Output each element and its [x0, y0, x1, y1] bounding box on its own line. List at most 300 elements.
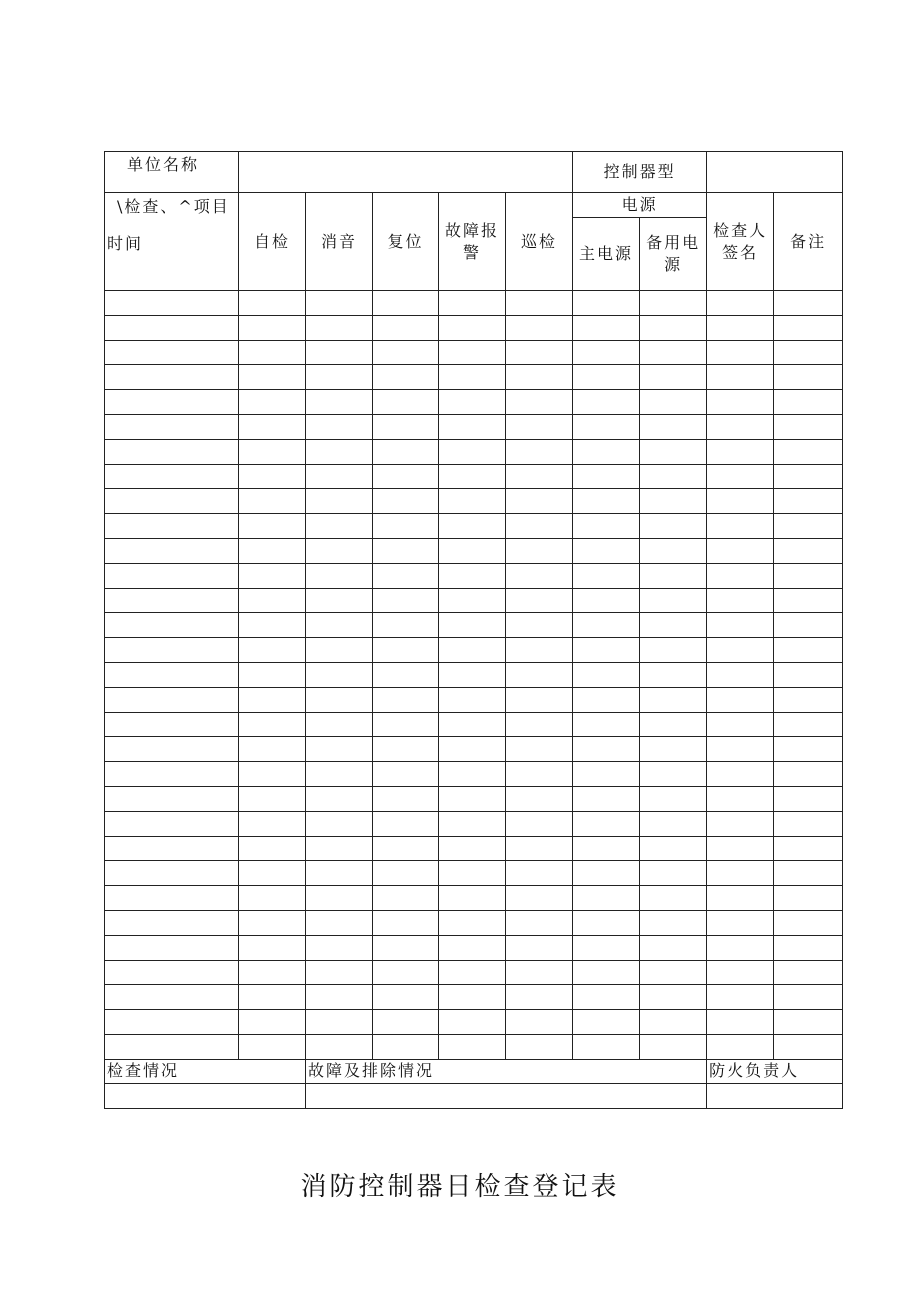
main-power-cell[interactable]: [573, 811, 640, 836]
patrol-cell[interactable]: [506, 687, 573, 712]
main-power-cell[interactable]: [573, 1010, 640, 1035]
main-power-cell[interactable]: [573, 935, 640, 960]
reset-cell[interactable]: [373, 786, 439, 811]
inspector-signature-cell[interactable]: [707, 514, 774, 539]
backup-power-cell[interactable]: [640, 1034, 707, 1059]
main-power-cell[interactable]: [573, 836, 640, 861]
reset-cell[interactable]: [373, 1010, 439, 1035]
remarks-cell[interactable]: [774, 662, 843, 687]
unit-name-field[interactable]: [239, 152, 573, 193]
inspector-signature-cell[interactable]: [707, 836, 774, 861]
silence-cell[interactable]: [306, 910, 373, 935]
fault-alarm-cell[interactable]: [439, 340, 506, 365]
backup-power-cell[interactable]: [640, 811, 707, 836]
silence-cell[interactable]: [306, 886, 373, 911]
remarks-cell[interactable]: [774, 464, 843, 489]
self-check-cell[interactable]: [239, 489, 306, 514]
backup-power-cell[interactable]: [640, 464, 707, 489]
time-cell[interactable]: [105, 687, 239, 712]
remarks-cell[interactable]: [774, 563, 843, 588]
backup-power-cell[interactable]: [640, 910, 707, 935]
patrol-cell[interactable]: [506, 712, 573, 737]
remarks-cell[interactable]: [774, 836, 843, 861]
backup-power-cell[interactable]: [640, 365, 707, 390]
reset-cell[interactable]: [373, 836, 439, 861]
remarks-cell[interactable]: [774, 712, 843, 737]
self-check-cell[interactable]: [239, 414, 306, 439]
backup-power-cell[interactable]: [640, 538, 707, 563]
time-cell[interactable]: [105, 861, 239, 886]
remarks-cell[interactable]: [774, 910, 843, 935]
self-check-cell[interactable]: [239, 861, 306, 886]
silence-cell[interactable]: [306, 439, 373, 464]
inspector-signature-cell[interactable]: [707, 861, 774, 886]
inspector-signature-cell[interactable]: [707, 563, 774, 588]
reset-cell[interactable]: [373, 315, 439, 340]
inspector-signature-cell[interactable]: [707, 315, 774, 340]
patrol-cell[interactable]: [506, 439, 573, 464]
self-check-cell[interactable]: [239, 687, 306, 712]
self-check-cell[interactable]: [239, 836, 306, 861]
silence-cell[interactable]: [306, 638, 373, 663]
patrol-cell[interactable]: [506, 538, 573, 563]
self-check-cell[interactable]: [239, 563, 306, 588]
inspector-signature-cell[interactable]: [707, 439, 774, 464]
patrol-cell[interactable]: [506, 960, 573, 985]
patrol-cell[interactable]: [506, 315, 573, 340]
fault-alarm-cell[interactable]: [439, 563, 506, 588]
patrol-cell[interactable]: [506, 291, 573, 316]
main-power-cell[interactable]: [573, 910, 640, 935]
remarks-cell[interactable]: [774, 489, 843, 514]
time-cell[interactable]: [105, 464, 239, 489]
time-cell[interactable]: [105, 514, 239, 539]
time-cell[interactable]: [105, 638, 239, 663]
fault-alarm-cell[interactable]: [439, 588, 506, 613]
silence-cell[interactable]: [306, 662, 373, 687]
self-check-cell[interactable]: [239, 613, 306, 638]
silence-cell[interactable]: [306, 737, 373, 762]
time-cell[interactable]: [105, 489, 239, 514]
self-check-cell[interactable]: [239, 960, 306, 985]
main-power-cell[interactable]: [573, 538, 640, 563]
reset-cell[interactable]: [373, 340, 439, 365]
backup-power-cell[interactable]: [640, 340, 707, 365]
fault-alarm-cell[interactable]: [439, 836, 506, 861]
backup-power-cell[interactable]: [640, 514, 707, 539]
patrol-cell[interactable]: [506, 737, 573, 762]
fault-alarm-cell[interactable]: [439, 514, 506, 539]
backup-power-cell[interactable]: [640, 786, 707, 811]
reset-cell[interactable]: [373, 464, 439, 489]
inspector-signature-cell[interactable]: [707, 712, 774, 737]
main-power-cell[interactable]: [573, 489, 640, 514]
patrol-cell[interactable]: [506, 390, 573, 415]
remarks-cell[interactable]: [774, 538, 843, 563]
reset-cell[interactable]: [373, 811, 439, 836]
reset-cell[interactable]: [373, 365, 439, 390]
self-check-cell[interactable]: [239, 1034, 306, 1059]
reset-cell[interactable]: [373, 414, 439, 439]
main-power-cell[interactable]: [573, 985, 640, 1010]
backup-power-cell[interactable]: [640, 414, 707, 439]
fault-alarm-cell[interactable]: [439, 985, 506, 1010]
remarks-cell[interactable]: [774, 762, 843, 787]
backup-power-cell[interactable]: [640, 1010, 707, 1035]
backup-power-cell[interactable]: [640, 985, 707, 1010]
fault-alarm-cell[interactable]: [439, 687, 506, 712]
patrol-cell[interactable]: [506, 489, 573, 514]
patrol-cell[interactable]: [506, 464, 573, 489]
reset-cell[interactable]: [373, 861, 439, 886]
main-power-cell[interactable]: [573, 315, 640, 340]
reset-cell[interactable]: [373, 712, 439, 737]
fault-alarm-cell[interactable]: [439, 910, 506, 935]
time-cell[interactable]: [105, 662, 239, 687]
main-power-cell[interactable]: [573, 613, 640, 638]
patrol-cell[interactable]: [506, 861, 573, 886]
backup-power-cell[interactable]: [640, 588, 707, 613]
remarks-cell[interactable]: [774, 985, 843, 1010]
self-check-cell[interactable]: [239, 464, 306, 489]
silence-cell[interactable]: [306, 712, 373, 737]
time-cell[interactable]: [105, 886, 239, 911]
fault-alarm-cell[interactable]: [439, 737, 506, 762]
self-check-cell[interactable]: [239, 365, 306, 390]
silence-cell[interactable]: [306, 291, 373, 316]
remarks-cell[interactable]: [774, 786, 843, 811]
main-power-cell[interactable]: [573, 340, 640, 365]
time-cell[interactable]: [105, 985, 239, 1010]
patrol-cell[interactable]: [506, 514, 573, 539]
inspector-signature-cell[interactable]: [707, 687, 774, 712]
main-power-cell[interactable]: [573, 464, 640, 489]
self-check-cell[interactable]: [239, 712, 306, 737]
main-power-cell[interactable]: [573, 514, 640, 539]
backup-power-cell[interactable]: [640, 489, 707, 514]
silence-cell[interactable]: [306, 464, 373, 489]
time-cell[interactable]: [105, 836, 239, 861]
reset-cell[interactable]: [373, 737, 439, 762]
remarks-cell[interactable]: [774, 638, 843, 663]
main-power-cell[interactable]: [573, 886, 640, 911]
inspector-signature-cell[interactable]: [707, 662, 774, 687]
inspector-signature-cell[interactable]: [707, 414, 774, 439]
backup-power-cell[interactable]: [640, 836, 707, 861]
inspector-signature-cell[interactable]: [707, 613, 774, 638]
silence-cell[interactable]: [306, 563, 373, 588]
patrol-cell[interactable]: [506, 638, 573, 663]
remarks-cell[interactable]: [774, 935, 843, 960]
inspector-signature-cell[interactable]: [707, 786, 774, 811]
remarks-cell[interactable]: [774, 1034, 843, 1059]
backup-power-cell[interactable]: [640, 439, 707, 464]
inspector-signature-cell[interactable]: [707, 985, 774, 1010]
remarks-cell[interactable]: [774, 315, 843, 340]
reset-cell[interactable]: [373, 489, 439, 514]
inspector-signature-cell[interactable]: [707, 588, 774, 613]
silence-cell[interactable]: [306, 836, 373, 861]
backup-power-cell[interactable]: [640, 563, 707, 588]
self-check-cell[interactable]: [239, 390, 306, 415]
self-check-cell[interactable]: [239, 638, 306, 663]
self-check-cell[interactable]: [239, 340, 306, 365]
fault-alarm-cell[interactable]: [439, 861, 506, 886]
fault-alarm-cell[interactable]: [439, 538, 506, 563]
patrol-cell[interactable]: [506, 811, 573, 836]
time-cell[interactable]: [105, 762, 239, 787]
remarks-cell[interactable]: [774, 514, 843, 539]
self-check-cell[interactable]: [239, 514, 306, 539]
time-cell[interactable]: [105, 563, 239, 588]
reset-cell[interactable]: [373, 588, 439, 613]
inspector-signature-cell[interactable]: [707, 737, 774, 762]
backup-power-cell[interactable]: [640, 613, 707, 638]
reset-cell[interactable]: [373, 985, 439, 1010]
time-cell[interactable]: [105, 712, 239, 737]
remarks-cell[interactable]: [774, 588, 843, 613]
backup-power-cell[interactable]: [640, 390, 707, 415]
fault-alarm-cell[interactable]: [439, 786, 506, 811]
time-cell[interactable]: [105, 365, 239, 390]
silence-cell[interactable]: [306, 687, 373, 712]
time-cell[interactable]: [105, 340, 239, 365]
self-check-cell[interactable]: [239, 762, 306, 787]
reset-cell[interactable]: [373, 538, 439, 563]
reset-cell[interactable]: [373, 563, 439, 588]
inspector-signature-cell[interactable]: [707, 1010, 774, 1035]
time-cell[interactable]: [105, 613, 239, 638]
remarks-cell[interactable]: [774, 886, 843, 911]
backup-power-cell[interactable]: [640, 886, 707, 911]
fault-alarm-cell[interactable]: [439, 886, 506, 911]
self-check-cell[interactable]: [239, 588, 306, 613]
inspector-signature-cell[interactable]: [707, 762, 774, 787]
main-power-cell[interactable]: [573, 737, 640, 762]
time-cell[interactable]: [105, 538, 239, 563]
reset-cell[interactable]: [373, 910, 439, 935]
backup-power-cell[interactable]: [640, 712, 707, 737]
main-power-cell[interactable]: [573, 662, 640, 687]
fault-handling-field[interactable]: [306, 1083, 707, 1108]
main-power-cell[interactable]: [573, 712, 640, 737]
fault-alarm-cell[interactable]: [439, 1010, 506, 1035]
time-cell[interactable]: [105, 960, 239, 985]
inspector-signature-cell[interactable]: [707, 489, 774, 514]
main-power-cell[interactable]: [573, 1034, 640, 1059]
silence-cell[interactable]: [306, 315, 373, 340]
patrol-cell[interactable]: [506, 365, 573, 390]
reset-cell[interactable]: [373, 662, 439, 687]
patrol-cell[interactable]: [506, 1010, 573, 1035]
remarks-cell[interactable]: [774, 811, 843, 836]
inspector-signature-cell[interactable]: [707, 960, 774, 985]
silence-cell[interactable]: [306, 588, 373, 613]
fault-alarm-cell[interactable]: [439, 1034, 506, 1059]
silence-cell[interactable]: [306, 1034, 373, 1059]
main-power-cell[interactable]: [573, 687, 640, 712]
controller-model-field[interactable]: [707, 152, 843, 193]
main-power-cell[interactable]: [573, 960, 640, 985]
inspector-signature-cell[interactable]: [707, 291, 774, 316]
fault-alarm-cell[interactable]: [439, 315, 506, 340]
patrol-cell[interactable]: [506, 935, 573, 960]
fault-alarm-cell[interactable]: [439, 613, 506, 638]
remarks-cell[interactable]: [774, 390, 843, 415]
inspector-signature-cell[interactable]: [707, 538, 774, 563]
self-check-cell[interactable]: [239, 291, 306, 316]
backup-power-cell[interactable]: [640, 935, 707, 960]
reset-cell[interactable]: [373, 390, 439, 415]
main-power-cell[interactable]: [573, 762, 640, 787]
backup-power-cell[interactable]: [640, 315, 707, 340]
inspector-signature-cell[interactable]: [707, 464, 774, 489]
reset-cell[interactable]: [373, 439, 439, 464]
reset-cell[interactable]: [373, 960, 439, 985]
fault-alarm-cell[interactable]: [439, 638, 506, 663]
fault-alarm-cell[interactable]: [439, 960, 506, 985]
silence-cell[interactable]: [306, 414, 373, 439]
silence-cell[interactable]: [306, 1010, 373, 1035]
inspector-signature-cell[interactable]: [707, 935, 774, 960]
fault-alarm-cell[interactable]: [439, 935, 506, 960]
fault-alarm-cell[interactable]: [439, 464, 506, 489]
backup-power-cell[interactable]: [640, 762, 707, 787]
fault-alarm-cell[interactable]: [439, 414, 506, 439]
silence-cell[interactable]: [306, 489, 373, 514]
inspector-signature-cell[interactable]: [707, 390, 774, 415]
silence-cell[interactable]: [306, 861, 373, 886]
silence-cell[interactable]: [306, 514, 373, 539]
main-power-cell[interactable]: [573, 291, 640, 316]
time-cell[interactable]: [105, 315, 239, 340]
patrol-cell[interactable]: [506, 588, 573, 613]
remarks-cell[interactable]: [774, 737, 843, 762]
silence-cell[interactable]: [306, 762, 373, 787]
silence-cell[interactable]: [306, 786, 373, 811]
silence-cell[interactable]: [306, 390, 373, 415]
main-power-cell[interactable]: [573, 390, 640, 415]
fault-alarm-cell[interactable]: [439, 489, 506, 514]
patrol-cell[interactable]: [506, 786, 573, 811]
reset-cell[interactable]: [373, 514, 439, 539]
remarks-cell[interactable]: [774, 1010, 843, 1035]
fault-alarm-cell[interactable]: [439, 712, 506, 737]
self-check-cell[interactable]: [239, 786, 306, 811]
patrol-cell[interactable]: [506, 563, 573, 588]
patrol-cell[interactable]: [506, 662, 573, 687]
backup-power-cell[interactable]: [640, 737, 707, 762]
inspector-signature-cell[interactable]: [707, 1034, 774, 1059]
backup-power-cell[interactable]: [640, 638, 707, 663]
patrol-cell[interactable]: [506, 910, 573, 935]
main-power-cell[interactable]: [573, 786, 640, 811]
patrol-cell[interactable]: [506, 985, 573, 1010]
self-check-cell[interactable]: [239, 538, 306, 563]
patrol-cell[interactable]: [506, 613, 573, 638]
main-power-cell[interactable]: [573, 365, 640, 390]
self-check-cell[interactable]: [239, 737, 306, 762]
backup-power-cell[interactable]: [640, 662, 707, 687]
inspector-signature-cell[interactable]: [707, 811, 774, 836]
fault-alarm-cell[interactable]: [439, 365, 506, 390]
time-cell[interactable]: [105, 291, 239, 316]
silence-cell[interactable]: [306, 340, 373, 365]
time-cell[interactable]: [105, 1010, 239, 1035]
silence-cell[interactable]: [306, 935, 373, 960]
self-check-cell[interactable]: [239, 985, 306, 1010]
time-cell[interactable]: [105, 737, 239, 762]
self-check-cell[interactable]: [239, 662, 306, 687]
time-cell[interactable]: [105, 1034, 239, 1059]
fault-alarm-cell[interactable]: [439, 762, 506, 787]
time-cell[interactable]: [105, 811, 239, 836]
remarks-cell[interactable]: [774, 439, 843, 464]
time-cell[interactable]: [105, 439, 239, 464]
time-cell[interactable]: [105, 414, 239, 439]
inspector-signature-cell[interactable]: [707, 886, 774, 911]
patrol-cell[interactable]: [506, 340, 573, 365]
remarks-cell[interactable]: [774, 365, 843, 390]
self-check-cell[interactable]: [239, 811, 306, 836]
fault-alarm-cell[interactable]: [439, 439, 506, 464]
time-cell[interactable]: [105, 786, 239, 811]
patrol-cell[interactable]: [506, 836, 573, 861]
time-cell[interactable]: [105, 910, 239, 935]
self-check-cell[interactable]: [239, 910, 306, 935]
backup-power-cell[interactable]: [640, 960, 707, 985]
reset-cell[interactable]: [373, 638, 439, 663]
backup-power-cell[interactable]: [640, 291, 707, 316]
silence-cell[interactable]: [306, 365, 373, 390]
main-power-cell[interactable]: [573, 439, 640, 464]
self-check-cell[interactable]: [239, 315, 306, 340]
inspector-signature-cell[interactable]: [707, 638, 774, 663]
reset-cell[interactable]: [373, 687, 439, 712]
silence-cell[interactable]: [306, 985, 373, 1010]
inspector-signature-cell[interactable]: [707, 340, 774, 365]
remarks-cell[interactable]: [774, 414, 843, 439]
reset-cell[interactable]: [373, 1034, 439, 1059]
self-check-cell[interactable]: [239, 1010, 306, 1035]
main-power-cell[interactable]: [573, 414, 640, 439]
reset-cell[interactable]: [373, 291, 439, 316]
silence-cell[interactable]: [306, 538, 373, 563]
remarks-cell[interactable]: [774, 291, 843, 316]
main-power-cell[interactable]: [573, 861, 640, 886]
fire-officer-field[interactable]: [707, 1083, 843, 1108]
patrol-cell[interactable]: [506, 886, 573, 911]
reset-cell[interactable]: [373, 613, 439, 638]
inspector-signature-cell[interactable]: [707, 365, 774, 390]
self-check-cell[interactable]: [239, 935, 306, 960]
fault-alarm-cell[interactable]: [439, 811, 506, 836]
reset-cell[interactable]: [373, 935, 439, 960]
silence-cell[interactable]: [306, 613, 373, 638]
patrol-cell[interactable]: [506, 414, 573, 439]
fault-alarm-cell[interactable]: [439, 662, 506, 687]
remarks-cell[interactable]: [774, 861, 843, 886]
remarks-cell[interactable]: [774, 960, 843, 985]
main-power-cell[interactable]: [573, 563, 640, 588]
silence-cell[interactable]: [306, 960, 373, 985]
main-power-cell[interactable]: [573, 638, 640, 663]
backup-power-cell[interactable]: [640, 861, 707, 886]
inspector-signature-cell[interactable]: [707, 910, 774, 935]
fault-alarm-cell[interactable]: [439, 291, 506, 316]
backup-power-cell[interactable]: [640, 687, 707, 712]
self-check-cell[interactable]: [239, 886, 306, 911]
